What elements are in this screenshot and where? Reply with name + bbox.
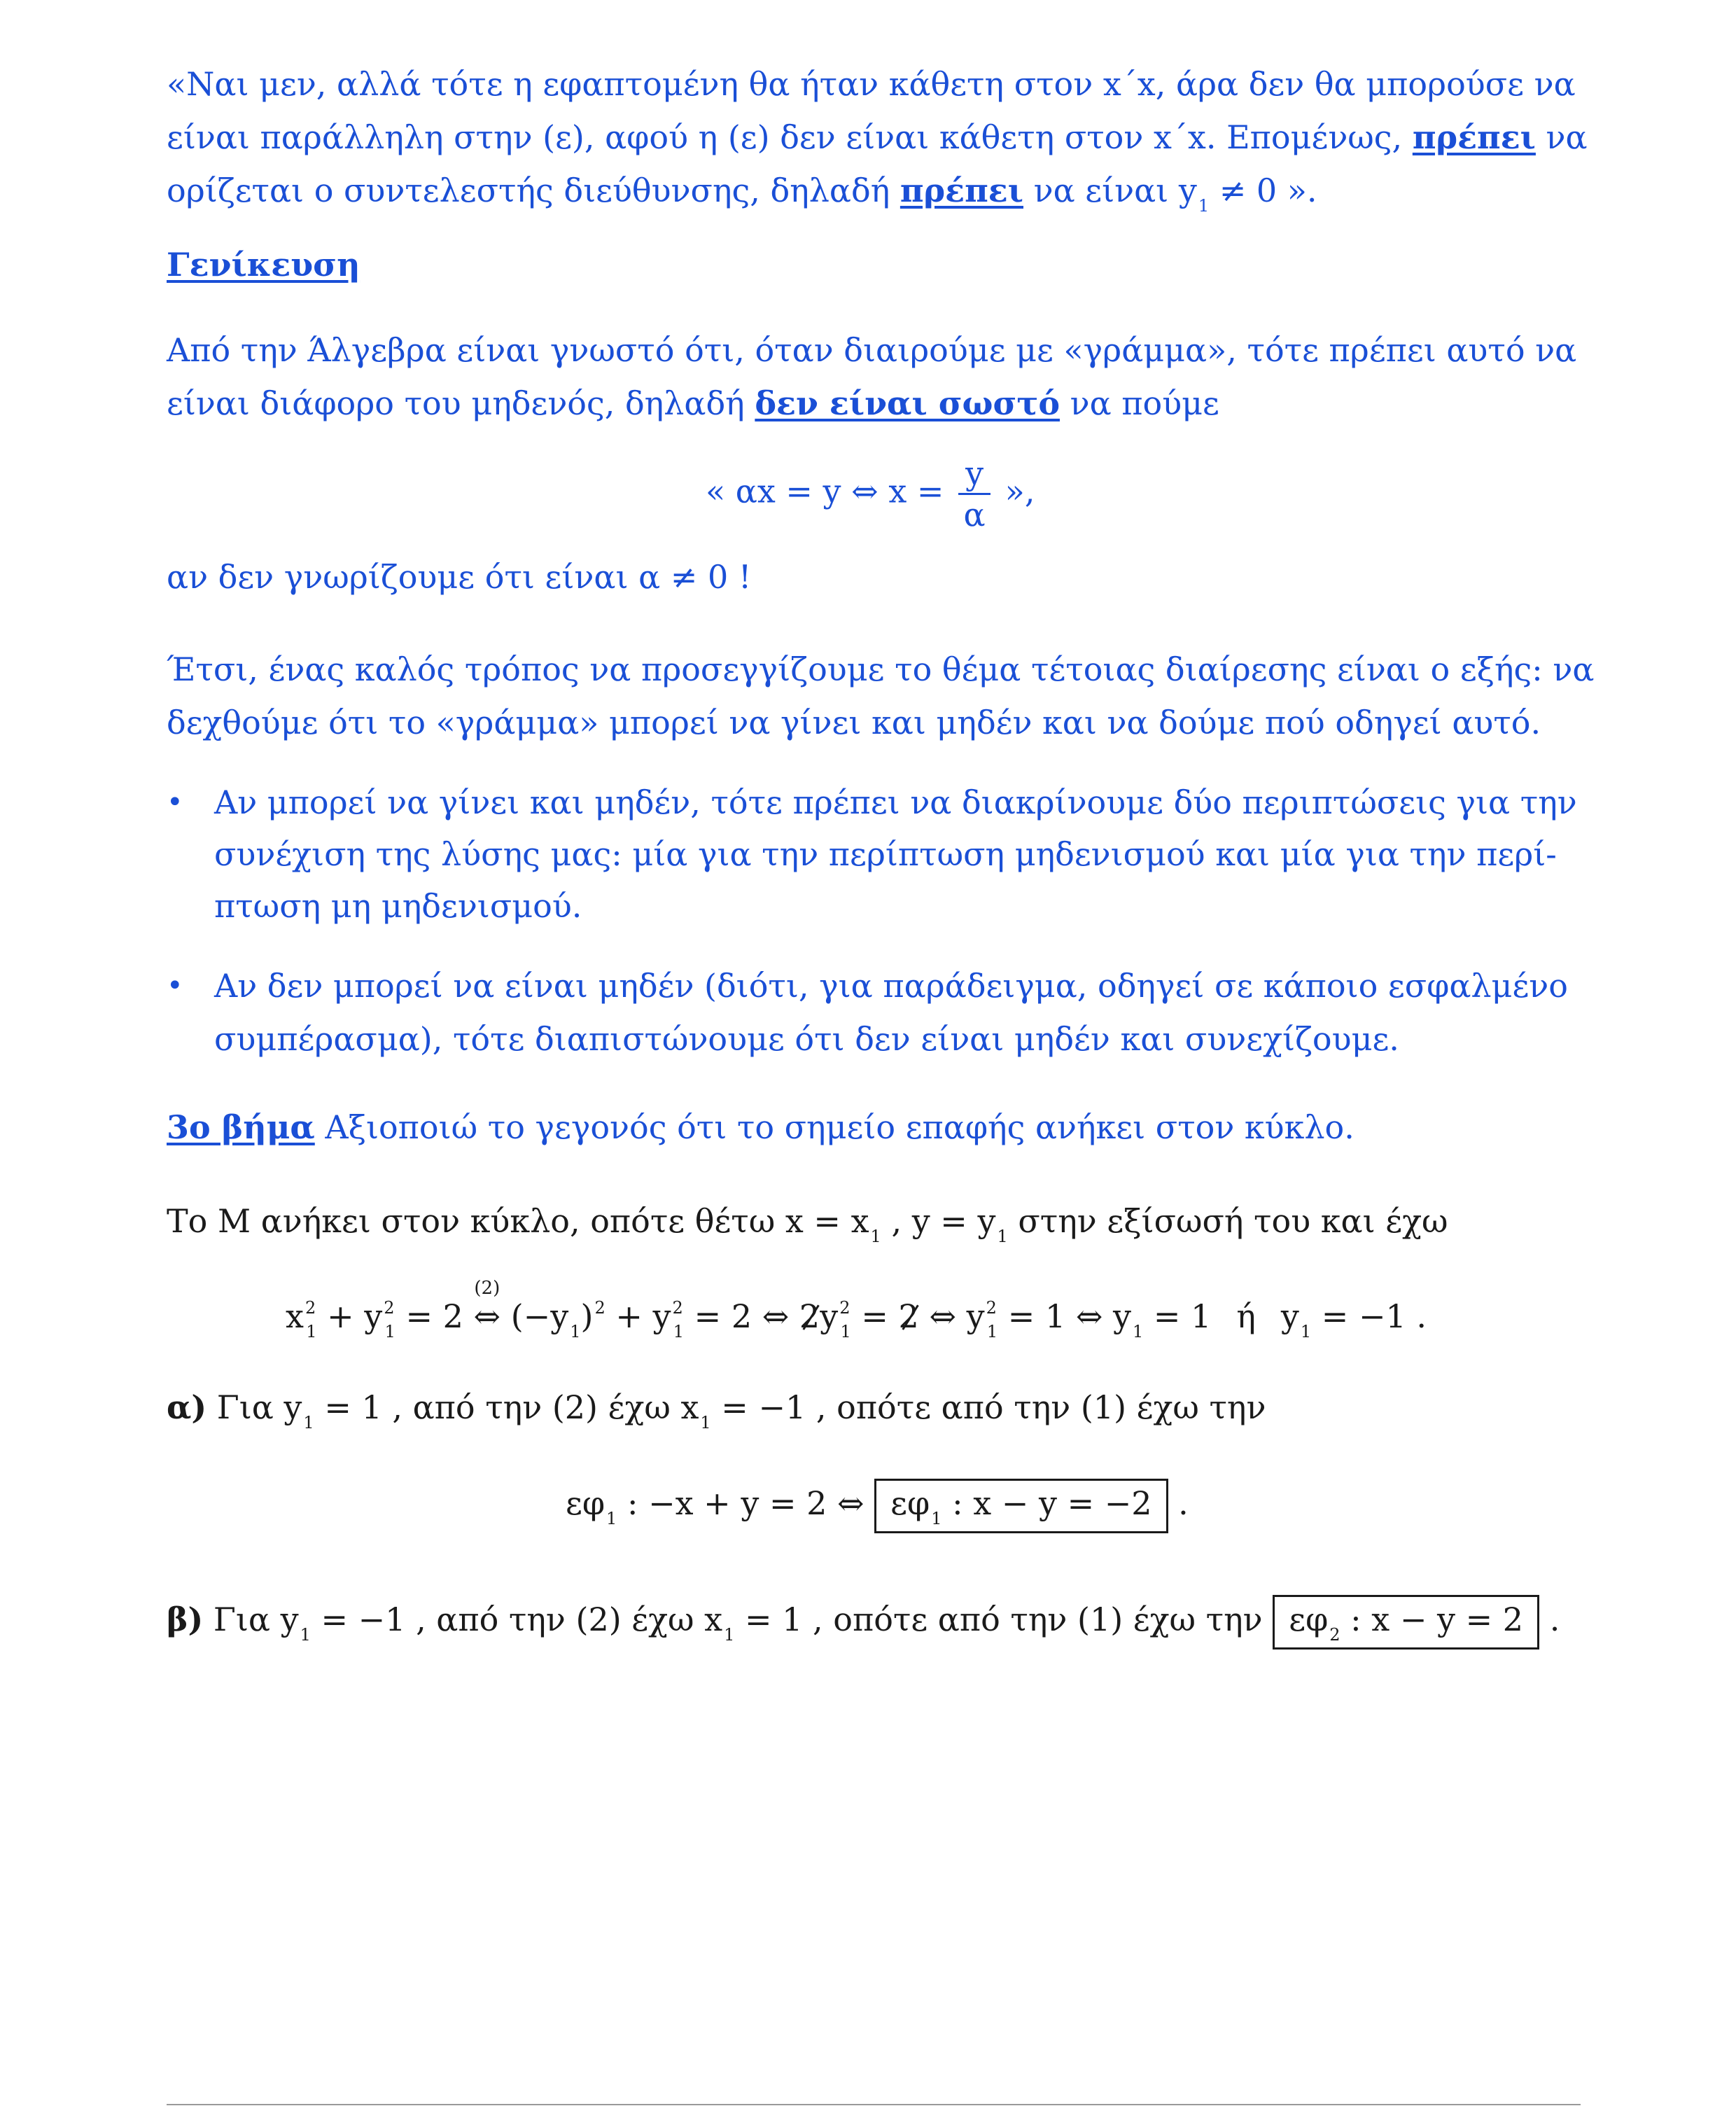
subscript: 1: [300, 1625, 311, 1645]
emphasis-must: πρέπει: [899, 172, 1023, 209]
text: είναι διάφορο του μηδενός, δηλαδή: [167, 384, 755, 422]
text: : −x + y = 2 ⇔: [617, 1484, 875, 1522]
subscript: 1: [570, 1322, 581, 1341]
paragraph-line: [167, 557, 751, 597]
text: Αν δεν μπορεί να είναι μηδέν (διότι, για παράδειγμα, οδηγεί σε κάποιο εσφαλμένο: [214, 967, 1568, 1005]
text: .: [1168, 1484, 1189, 1522]
paragraph-line: [167, 650, 1594, 689]
paragraph-line: [167, 64, 1576, 104]
text: είναι παράλληλη στην (ε), αφού η (ε) δεν είναι κάθετη στον x΄x. Επομένως,: [167, 118, 1413, 156]
text: να είναι y: [1023, 172, 1197, 209]
bullet-line: [214, 1019, 1399, 1059]
emphasis-not-correct: δεν είναι σωστό: [755, 384, 1060, 422]
boxed-result: [874, 1479, 1168, 1533]
subscript: 1: [931, 1509, 942, 1528]
text: Αν μπορεί να γίνει και μηδέν, τότε πρέπει να διακρίνουμε δύο περιπτώσεις για την: [214, 783, 1577, 821]
equation-right: »,: [995, 472, 1035, 510]
subscript: 1: [1198, 196, 1210, 216]
subscript: 1: [724, 1625, 735, 1645]
subscript: 1: [840, 1322, 851, 1341]
bullet-line: [214, 835, 1557, 874]
text: : x − y = 2: [1340, 1601, 1524, 1638]
text: ορίζεται ο συντελεστής διεύθυνσης, δηλαδή: [167, 172, 900, 209]
text: = −1 .: [1311, 1297, 1427, 1335]
fraction: [958, 454, 990, 534]
text: ): [580, 1297, 594, 1335]
superscript: 2: [304, 1298, 316, 1318]
text: , y = y: [881, 1202, 996, 1240]
superscript: 2: [384, 1298, 395, 1318]
text: = 1: [1143, 1297, 1212, 1335]
text: εφ: [566, 1484, 606, 1522]
case-a: [167, 1388, 1266, 1432]
footer-divider: [167, 2104, 1581, 2105]
text: να: [1535, 118, 1588, 156]
text: .: [1539, 1601, 1560, 1638]
paragraph-line: [167, 703, 1541, 742]
text: δεχθούμε ότι το «γράμμα» μπορεί να γίνει και μηδέν και να δούμε πού οδηγεί αυτό.: [167, 704, 1541, 741]
text: Από την Άλγεβρα είναι γνωστό ότι, όταν διαιρούμε με «γράμμα», τότε πρέπει αυτό να: [167, 331, 1577, 369]
subscript: 1: [870, 1227, 881, 1246]
subscript: 1: [673, 1322, 685, 1341]
text: συνέχιση της λύσης μας: μία για την περίπτωση μηδενισμού και μία για την περί-: [214, 835, 1557, 873]
case-b: [167, 1595, 1560, 1650]
text: =: [850, 1297, 899, 1335]
bullet-line: [214, 886, 582, 926]
text: = 1 , οπότε από την (1) έχω την: [734, 1601, 1273, 1638]
paragraph-line: [167, 330, 1576, 370]
text: Αξιοποιώ το γεγονός ότι το σημείο επαφής ανήκει στον κύκλο.: [314, 1108, 1354, 1146]
text: στην εξίσωσή του και έχω: [1007, 1202, 1448, 1240]
superscript: 2: [839, 1298, 850, 1318]
equation-fraction: [706, 454, 1035, 534]
boxed-result: [1273, 1595, 1539, 1650]
subscript: 1: [306, 1322, 317, 1341]
equiv-with-ref: [473, 1278, 501, 1336]
paragraph-line: [167, 384, 1219, 423]
text: = 1 , από την (2) έχω x: [314, 1388, 699, 1426]
text: εφ: [890, 1484, 930, 1522]
case-label: β): [167, 1601, 204, 1638]
superscript: 2: [594, 1298, 606, 1318]
text: Για y: [203, 1601, 299, 1638]
equation-left: « αx = y ⇔ x =: [706, 472, 955, 510]
ref-tag: (2): [474, 1278, 500, 1299]
text: : x − y = −2: [941, 1484, 1152, 1522]
text: = 2 ⇔: [684, 1297, 799, 1335]
subscript: 1: [303, 1413, 314, 1432]
var: y: [820, 1297, 839, 1335]
var: y: [1280, 1297, 1299, 1335]
step-heading: [167, 1108, 1354, 1147]
superscript: 2: [672, 1298, 683, 1318]
bullet-item: [167, 783, 1577, 822]
equation-main: [286, 1278, 1427, 1341]
section-heading: [167, 245, 360, 284]
subscript: 1: [1300, 1322, 1312, 1341]
numerator: y: [958, 454, 990, 495]
step-label: 3ο βήμα: [167, 1108, 315, 1146]
text: + y: [316, 1297, 383, 1335]
paragraph-line: [167, 1201, 1448, 1246]
or-word: ή: [1236, 1297, 1256, 1335]
case-label: α): [167, 1388, 207, 1426]
text: αν δεν γνωρίζουμε ότι είναι α ≠ 0 !: [167, 558, 752, 596]
bullet-item: [167, 966, 1568, 1005]
cancelled-two: 2: [799, 1297, 820, 1335]
text: (−y: [500, 1297, 569, 1335]
text: εφ: [1289, 1601, 1329, 1638]
text: Έτσι, ένας καλός τρόπος να προσεγγίζουμε το θέμα τέτοιας διαίρεσης είναι ο εξής: να: [167, 650, 1595, 688]
heading-generalization: Γενίκευση: [167, 246, 360, 284]
text: = −1 , οπότε από την (1) έχω την: [710, 1388, 1266, 1426]
text: + y: [605, 1297, 671, 1335]
subscript: 1: [1133, 1322, 1144, 1341]
text: Για y: [206, 1388, 302, 1426]
paragraph-line: [167, 118, 1588, 157]
var: x: [286, 1297, 304, 1335]
text: = −1 , από την (2) έχω x: [310, 1601, 723, 1638]
subscript: 1: [700, 1413, 711, 1432]
text: ⇔ y: [918, 1297, 985, 1335]
equiv-symbol: ⇔: [473, 1297, 501, 1335]
subscript: 1: [997, 1227, 1008, 1246]
equation-case-a: [566, 1479, 1189, 1533]
text: πτωση μη μηδενισμού.: [214, 887, 582, 925]
bullet-icon: •: [167, 786, 183, 818]
text: = 2: [395, 1297, 474, 1335]
text: ≠ 0 ».: [1209, 172, 1317, 209]
subscript: 1: [384, 1322, 396, 1341]
emphasis-must: πρέπει: [1412, 118, 1536, 156]
subscript: 1: [986, 1322, 998, 1341]
subscript: 1: [606, 1509, 617, 1528]
text: «Ναι μεν, αλλά τότε η εφαπτομένη θα ήταν κάθετη στον x΄x, άρα δεν θα μπορούσε να: [167, 65, 1576, 103]
paragraph-line: [167, 171, 1317, 216]
bullet-icon: •: [167, 970, 183, 1002]
text: συμπέρασμα), τότε διαπιστώνουμε ότι δεν είναι μηδέν και συνεχίζουμε.: [214, 1020, 1399, 1058]
superscript: 2: [986, 1298, 997, 1318]
denominator: α: [963, 496, 986, 534]
subscript: 2: [1329, 1625, 1340, 1645]
text: Το Μ ανήκει στον κύκλο, οπότε θέτω x = x: [167, 1202, 869, 1240]
cancelled-two: 2: [898, 1297, 919, 1335]
text: να πούμε: [1060, 384, 1219, 422]
text: = 1 ⇔ y: [997, 1297, 1131, 1335]
